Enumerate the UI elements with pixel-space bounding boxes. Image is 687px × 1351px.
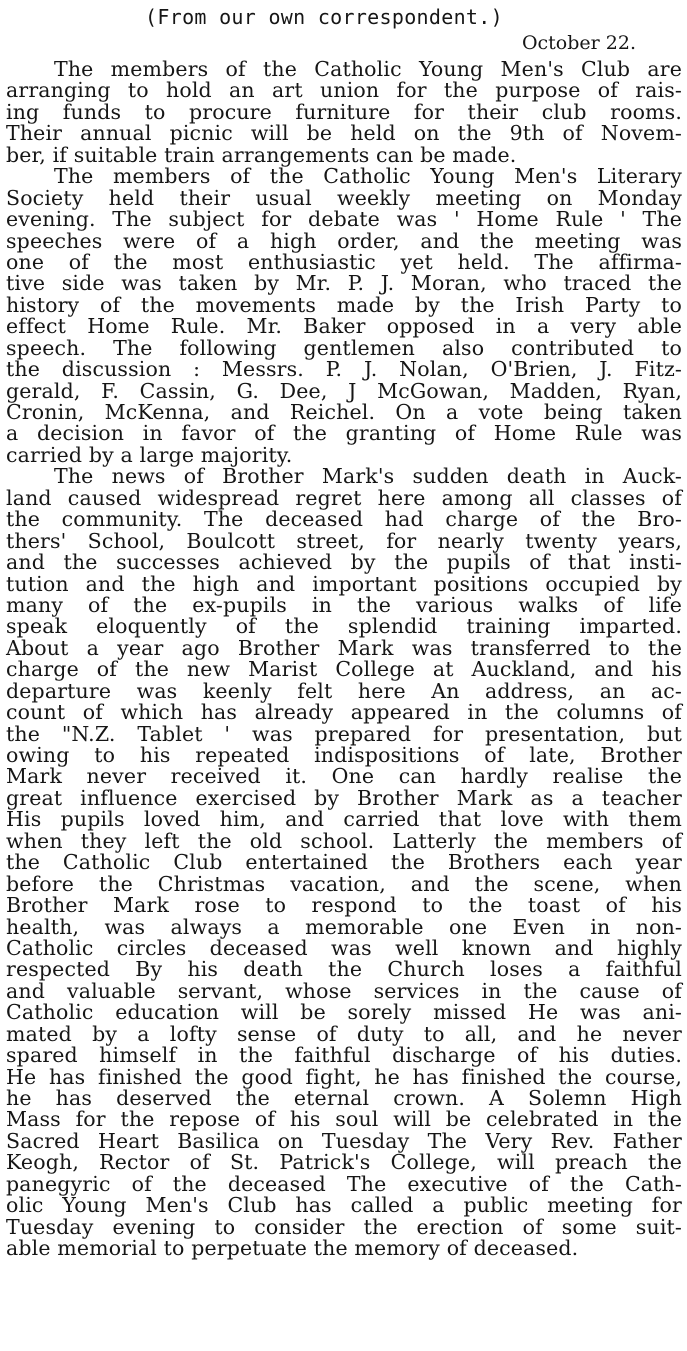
text-line: speeches were of a high order, and the meeting was (6, 228, 682, 253)
text-line: when they left the old school. Latterly the members of (6, 828, 682, 853)
text-line: the community. The deceased had charge of the Bro- (6, 507, 682, 532)
paragraph-3 (6, 466, 682, 1259)
text-line: About a year ago Brother Mark was transferred to the (6, 635, 682, 660)
text-line: land caused widespread regret here among all classes of (6, 485, 682, 510)
text-line: owing to his repeated indispositions of late, Brother (6, 743, 682, 767)
correspondent-heading: (From our own correspondent.) (145, 5, 503, 29)
text-line: Mass for the repose of his soul will be celebrated in the (6, 1107, 682, 1132)
text-line: His pupils loved him, and carried that love with them (6, 807, 682, 832)
text-line: charge of the new Marist College at Auckland, and his (6, 657, 682, 682)
text-line: tution and the high and important positions occupied by (6, 571, 682, 596)
text-line: he has deserved the eternal crown. A Solemn High (6, 1086, 682, 1110)
text-line: Mark never received it. One can hardly realise the (6, 764, 682, 789)
text-line: Catholic education will be sorely missed He was ani- (6, 1000, 682, 1025)
paragraph-2 (6, 166, 682, 466)
text-line: speak eloquently of the splendid training imparted. (6, 614, 682, 639)
text-line: The news of Brother Mark's sudden death in Auck- (54, 464, 682, 489)
text-line: arranging to hold an art union for the purpose of rais- (6, 78, 682, 103)
text-line: Their annual picnic will be held on the 9th of Novem- (6, 121, 682, 146)
text-line: count of which has already appeared in the columns of (6, 700, 682, 725)
text-line: Brother Mark rose to respond to the toast of his (6, 893, 682, 918)
text-line: Sacred Heart Basilica on Tuesday The Very Rev. Father (6, 1128, 682, 1153)
text-line: Tuesday evening to consider the erection of some suit- (6, 1214, 682, 1239)
text-line: the discussion : Messrs. P. J. Nolan, O'Brien, J. Fitz- (6, 357, 682, 382)
text-line: able memorial to perpetuate the memory of deceased. (6, 1236, 579, 1261)
text-line: and the successes achieved by the pupils of that insti- (6, 550, 682, 575)
text-line: spared himself in the faithful discharge of his duties. (6, 1043, 682, 1068)
article-body (6, 59, 682, 1260)
text-line: panegyric of the deceased The executive of the Cath- (6, 1171, 682, 1196)
text-line: mated by a lofty sense of duty to all, and he never (6, 1021, 682, 1046)
text-line: one of the most enthusiastic yet held. The affirma- (6, 249, 682, 274)
text-line: speech. The following gentlemen also contributed to (6, 335, 682, 360)
news-column (6, 4, 682, 1260)
text-line: evening. The subject for debate was ' Home Rule ' The (6, 207, 682, 232)
text-line: many of the ex-pupils in the various walks of life (6, 592, 682, 617)
text-line: history of the movements made by the Irish Party to (6, 292, 682, 317)
text-line: tive side was taken by Mr. P. J. Moran, who traced the (6, 271, 682, 296)
text-line: effect Home Rule. Mr. Baker opposed in a very able (6, 314, 682, 339)
text-line: great influence exercised by Brother Mark as a teacher (6, 785, 682, 810)
text-line: He has finished the good fight, he has finished the course, (6, 1064, 682, 1089)
text-line: a decision in favor of the granting of Home Rule was (6, 421, 682, 446)
text-line: The members of the Catholic Young Men's Club are (54, 57, 682, 81)
text-line: respected By his death the Church loses a faithful (6, 957, 682, 982)
text-line: ing funds to procure furniture for their club rooms. (6, 99, 682, 124)
text-line: the "N.Z. Tablet ' was prepared for presentation, but (6, 721, 682, 746)
text-line: gerald, F. Cassin, G. Dee, J McGowan, Madden, Ryan, (6, 378, 682, 403)
text-line: and valuable servant, whose services in the cause of (6, 978, 682, 1003)
text-line: Society held their usual weekly meeting on Monday (6, 185, 682, 210)
text-line: health, was always a memorable one Even in non- (6, 914, 682, 939)
text-line: carried by a large majority. (6, 442, 293, 467)
text-line: Keogh, Rector of St. Patrick's College, will preach the (6, 1150, 682, 1175)
text-line: departure was keenly felt here An address, an ac- (6, 678, 682, 703)
text-line: before the Christmas vacation, and the scene, when (6, 871, 682, 896)
text-line: thers' School, Boulcott street, for nearly twenty years, (6, 528, 682, 553)
text-line: ber, if suitable train arrangements can be made. (6, 142, 517, 167)
text-line: The members of the Catholic Young Men's Literary (54, 164, 682, 189)
paragraph-1 (6, 59, 682, 166)
text-line: olic Young Men's Club has called a public meeting for (6, 1193, 682, 1218)
text-line: Catholic circles deceased was well known and highly (6, 935, 682, 960)
dateline: October 22. (521, 32, 636, 54)
text-line: the Catholic Club entertained the Brothers each year (6, 850, 682, 875)
text-line: Cronin, McKenna, and Reichel. On a vote being taken (6, 400, 682, 424)
